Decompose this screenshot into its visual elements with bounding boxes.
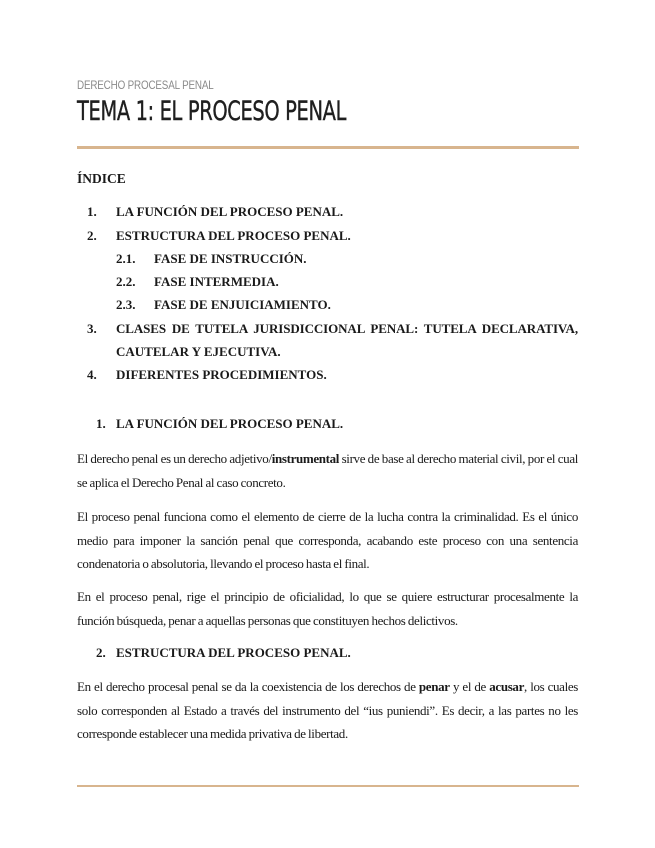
section-heading xyxy=(96,645,106,661)
section-heading-text: ESTRUCTURA DEL PROCESO PENAL. xyxy=(116,645,351,660)
section-heading-text: LA FUNCIÓN DEL PROCESO PENAL. xyxy=(116,416,344,431)
toc-item-text: FASE INTERMEDIA. xyxy=(154,274,279,289)
paragraph-emphasis: penar xyxy=(418,679,450,694)
toc-item-text: FASE DE INSTRUCCIÓN. xyxy=(154,251,307,266)
paragraph xyxy=(77,585,578,632)
toc-item-text: LA FUNCIÓN DEL PROCESO PENAL. xyxy=(116,204,344,219)
toc-heading: ÍNDICE xyxy=(77,171,126,186)
paragraph xyxy=(77,675,578,746)
toc-item-number: 3. xyxy=(87,321,97,336)
page-title: TEMA 1: EL PROCESO PENAL xyxy=(77,96,347,127)
toc-item-text: FASE DE ENJUICIAMIENTO. xyxy=(154,297,331,312)
section-number: 2. xyxy=(96,645,106,660)
paragraph-text: y el de xyxy=(449,679,490,694)
footer-divider xyxy=(77,785,579,787)
paragraph xyxy=(77,505,578,576)
paragraph xyxy=(77,447,578,494)
section-number: 1. xyxy=(96,416,106,431)
section-heading xyxy=(96,416,106,432)
toc-item-number: 2.2. xyxy=(116,274,136,289)
toc-item-text: ESTRUCTURA DEL PROCESO PENAL. xyxy=(116,228,351,243)
paragraph-text: En el derecho procesal penal se da la coexistencia de los derechos de xyxy=(77,679,419,694)
toc-item-text: CAUTELAR Y EJECUTIVA. xyxy=(116,344,281,359)
paragraph-emphasis: acusar xyxy=(489,679,524,694)
paragraph-text: El proceso penal funciona como el elemento de cierre de la lucha contra la criminalidad. Es el único medio para imponer la sanción penal que corresponda, acabando este proceso con una sentencia condenatoria o absolutoria, llevando el proceso hasta el final. xyxy=(77,509,578,571)
paragraph-text: El derecho penal es un derecho adjetivo/ xyxy=(77,451,272,466)
paragraph-text: , los cuales solo corresponden al Estado a través del instrumento del “ius puniendi”. Es decir, a las partes no les corresponde establecer una medida privativa de libertad. xyxy=(77,679,578,741)
course-label: DERECHO PROCESAL PENAL xyxy=(77,78,214,92)
toc-item-number: 4. xyxy=(87,367,97,382)
toc-item-number: 2.1. xyxy=(116,251,136,266)
toc-item-text: CLASES DE TUTELA JURISDICCIONAL PENAL: TUTELA DECLARATIVA, xyxy=(116,321,578,336)
toc-item-number: 2.3. xyxy=(116,297,136,312)
toc-item-text: DIFERENTES PROCEDIMIENTOS. xyxy=(116,367,327,382)
toc-item-number: 2. xyxy=(87,228,97,243)
paragraph-emphasis: instrumental xyxy=(271,451,340,466)
paragraph-text: sirve de base al derecho material civil, por el cual se aplica el Derecho Penal al caso concreto. xyxy=(77,451,578,490)
paragraph-text: En el proceso penal, rige el principio de oficialidad, lo que se quiere estructurar procesalmente la función búsqueda, penar a aquellas personas que constituyen hechos delictivos. xyxy=(77,589,578,628)
toc-item-number: 1. xyxy=(87,204,97,219)
header-divider xyxy=(77,146,579,149)
